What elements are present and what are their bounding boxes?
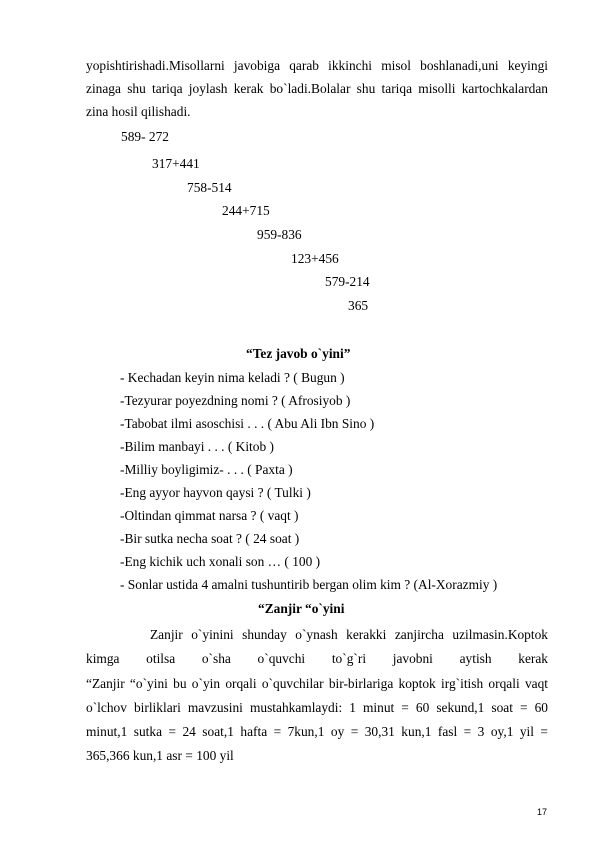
quiz-item: -Bir sutka necha soat ? ( 24 soat ) — [120, 531, 300, 546]
stair-step-1: 589- 272 — [121, 129, 169, 144]
zanjir-line-4: o`lchov birliklari mavzusini mustahkamlaydi: 1 minut = 60 sekund,1 soat = 60 — [86, 700, 548, 715]
zanjir-line-3: “Zanjir “o`yini bu o`yin orqali o`quvchilar bir-birlariga koptok irg`itish orqali vaqt — [86, 676, 548, 691]
quiz-item: -Tabobat ilmi asoschisi . . . ( Abu Ali Ibn Sino ) — [120, 416, 375, 431]
zanjir-line-6: 365,366 kun,1 asr = 100 yil — [86, 748, 234, 763]
zanjir-line-1: Zanjir o`yinini shunday o`ynash kerakki zanjircha uzilmasin.Koptok — [150, 627, 548, 642]
quiz-item: -Tezyurar poyezdning nomi ? ( Afrosiyob ) — [120, 393, 351, 408]
intro-line-3: zina hosil qilishadi. — [86, 104, 191, 119]
quiz-item: -Eng ayyor hayvon qaysi ? ( Tulki ) — [120, 485, 311, 500]
page-number: 17 — [537, 807, 548, 817]
stair-step-8: 365 — [348, 298, 369, 313]
stair-step-5: 959-836 — [257, 227, 302, 242]
zanjir-line-2: kimga otilsa o`sha o`quvchi to`g`ri javobni aytish kerak — [86, 651, 548, 666]
stair-step-4: 244+715 — [222, 203, 270, 218]
intro-line-2: zinaga shu tariqa joylash kerak bo`ladi.Bolalar shu tariqa misolli kartochkalardan — [86, 81, 548, 96]
stair-step-2: 317+441 — [152, 156, 200, 171]
quiz-item: -Oltindan qimmat narsa ? ( vaqt ) — [120, 508, 299, 523]
quiz-title: “Tez javob o`yini” — [246, 346, 351, 361]
zanjir-title: “Zanjir “o`yini — [258, 601, 345, 616]
stair-step-6: 123+456 — [291, 251, 339, 266]
quiz-item: -Milliy boyligimiz- . . . ( Paxta ) — [120, 462, 293, 477]
intro-line-1: yopishtirishadi.Misollarni javobiga qarab ikkinchi misol boshlanadi,uni keyingi — [86, 58, 548, 73]
stair-step-3: 758-514 — [187, 180, 232, 195]
quiz-item: -Eng kichik uch xonali son … ( 100 ) — [120, 554, 321, 569]
zanjir-line-5: minut,1 sutka = 24 soat,1 hafta = 7kun,1 oy = 30,31 kun,1 fasl = 3 oy,1 yil = — [86, 724, 548, 739]
quiz-item: -Bilim manbayi . . . ( Kitob ) — [120, 439, 274, 454]
quiz-item: - Kechadan keyin nima keladi ? ( Bugun ) — [120, 370, 345, 385]
stair-step-7: 579-214 — [325, 274, 370, 289]
quiz-item: - Sonlar ustida 4 amalni tushuntirib bergan olim kim ? (Al-Xorazmiy ) — [120, 577, 498, 592]
